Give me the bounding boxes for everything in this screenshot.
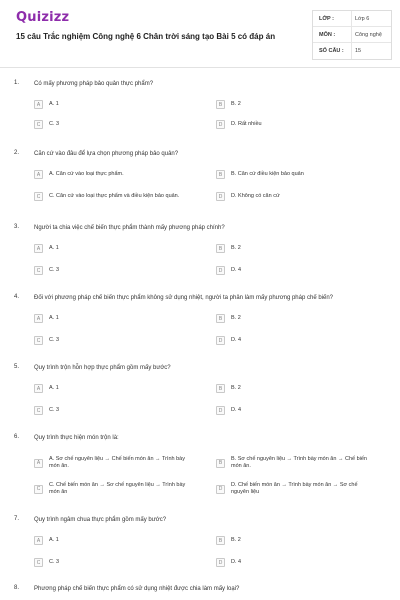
option-letter-box: A — [34, 459, 43, 468]
question-number: 8. — [14, 585, 20, 591]
option-text: B. 2 — [231, 245, 241, 251]
option-text: B. Sơ chế nguyên liệu → Trình bày món ăn → Chế biến món ăn. — [231, 456, 367, 469]
option-text: D. 4 — [231, 407, 242, 413]
answer-option[interactable] — [34, 170, 189, 179]
question-text: Quy trình trộn hỗn hợp thực phẩm gồm mấy bước? — [34, 365, 171, 371]
option-letter-box: A — [34, 170, 43, 179]
answer-option[interactable] — [34, 100, 189, 109]
option-letter-box: B — [216, 536, 225, 545]
document-header — [0, 0, 400, 68]
option-letter-box: C — [34, 120, 43, 129]
question-number: 1. — [14, 80, 20, 86]
option-letter-box: A — [34, 384, 43, 393]
answer-option[interactable] — [216, 170, 371, 179]
question-text: Có mấy phương pháp bảo quản thực phẩm? — [34, 81, 154, 87]
option-text: D. 4 — [231, 267, 242, 273]
meta-value: Lớp 6 — [351, 11, 391, 26]
question-text: Phương pháp chế biến thực phẩm có sử dụng nhiệt được chia làm mấy loại? — [34, 586, 240, 592]
option-text: B. Căn cứ điều kiện bảo quản — [231, 171, 304, 177]
option-letter-box: D — [216, 558, 225, 567]
option-letter-box: C — [34, 336, 43, 345]
answer-option[interactable] — [216, 100, 371, 109]
option-letter-box: A — [34, 244, 43, 253]
meta-row-class — [313, 11, 391, 27]
answer-option[interactable] — [34, 244, 189, 253]
document-title: 15 câu Trắc nghiệm Công nghệ 6 Chân trời sáng tạo Bài 5 có đáp án — [16, 32, 276, 41]
option-text: A. 1 — [49, 101, 59, 107]
question-text: Quy trình ngâm chua thực phẩm gồm mấy bước? — [34, 517, 167, 523]
question-number: 7. — [14, 516, 20, 522]
option-letter-box: A — [34, 100, 43, 109]
answer-option[interactable] — [34, 456, 189, 470]
option-text: B. 2 — [231, 385, 241, 391]
option-text: D. Chế biến món ăn → Trình bày món ăn → Sơ chế nguyên liệu — [231, 482, 358, 495]
option-text: A. 1 — [49, 315, 59, 321]
option-text: C. Chế biến món ăn → Sơ chế nguyên liệu → Trình bày món ăn — [49, 482, 186, 495]
question-number: 5. — [14, 364, 20, 370]
answer-option[interactable] — [34, 192, 189, 201]
question-text: Căn cứ vào đâu để lựa chọn phương pháp bảo quản? — [34, 151, 179, 157]
option-letter-box: B — [216, 244, 225, 253]
option-letter-box: C — [34, 485, 43, 494]
meta-value: 15 — [351, 43, 391, 59]
answer-option[interactable] — [34, 536, 189, 545]
answer-option[interactable] — [216, 266, 371, 275]
answer-option[interactable] — [216, 482, 371, 496]
question-number: 3. — [14, 224, 20, 230]
answer-option[interactable] — [34, 336, 189, 345]
meta-row-subject — [313, 27, 391, 43]
option-letter-box: D — [216, 192, 225, 201]
option-letter-box: A — [34, 536, 43, 545]
answer-option[interactable] — [216, 384, 371, 393]
answer-option[interactable] — [34, 558, 189, 567]
answer-option[interactable] — [34, 314, 189, 323]
answer-option[interactable] — [34, 482, 189, 496]
option-text: C. Căn cứ vào loại thực phẩm và điều kiện bảo quản. — [49, 193, 180, 199]
option-letter-box: B — [216, 170, 225, 179]
option-letter-box: A — [34, 314, 43, 323]
option-text: A. 1 — [49, 385, 59, 391]
option-letter-box: D — [216, 336, 225, 345]
option-text: A. Căn cứ vào loại thực phẩm. — [49, 171, 124, 177]
option-text: B. 2 — [231, 315, 241, 321]
option-text: C. 3 — [49, 407, 60, 413]
option-text: C. 3 — [49, 559, 60, 565]
question-text: Quy trình thực hiện món trộn là: — [34, 435, 119, 441]
option-letter-box: B — [216, 459, 225, 468]
option-letter-box: D — [216, 266, 225, 275]
answer-option[interactable] — [216, 536, 371, 545]
option-text: C. 3 — [49, 121, 60, 127]
meta-table — [312, 10, 392, 60]
answer-option[interactable] — [34, 120, 189, 129]
meta-row-count — [313, 43, 391, 59]
option-letter-box: D — [216, 485, 225, 494]
answer-option[interactable] — [216, 456, 371, 470]
option-text: D. 4 — [231, 559, 242, 565]
option-text: A. 1 — [49, 245, 59, 251]
option-text: D. 4 — [231, 337, 242, 343]
meta-label: LỚP : — [319, 15, 334, 22]
answer-option[interactable] — [34, 406, 189, 415]
option-text: D. Rất nhiều — [231, 121, 262, 127]
option-letter-box: B — [216, 100, 225, 109]
answer-option[interactable] — [216, 336, 371, 345]
answer-option[interactable] — [216, 120, 371, 129]
quizizz-logo[interactable]: Quizizz — [16, 10, 70, 25]
question-number: 6. — [14, 434, 20, 440]
answer-option[interactable] — [216, 192, 371, 201]
answer-option[interactable] — [34, 384, 189, 393]
question-text: Đối với phương pháp chế biến thực phẩm không sử dụng nhiệt, người ta phân làm mấy phương pháp chế biến? — [34, 295, 334, 301]
meta-label: SỐ CÂU : — [319, 48, 344, 54]
option-text: B. 2 — [231, 537, 241, 543]
option-text: C. 3 — [49, 337, 60, 343]
option-letter-box: B — [216, 384, 225, 393]
meta-value: Công nghệ — [351, 27, 391, 42]
question-number: 4. — [14, 294, 20, 300]
option-letter-box: D — [216, 406, 225, 415]
answer-option[interactable] — [34, 266, 189, 275]
answer-option[interactable] — [216, 314, 371, 323]
option-letter-box: C — [34, 558, 43, 567]
option-letter-box: C — [34, 192, 43, 201]
meta-label: MÔN : — [319, 31, 336, 38]
answer-option[interactable] — [216, 244, 371, 253]
question-number: 2. — [14, 150, 20, 156]
question-text: Người ta chia việc chế biến thực phẩm thành mấy phương pháp chính? — [34, 225, 225, 231]
option-text: C. 3 — [49, 267, 60, 273]
option-text: D. Không có căn cứ — [231, 193, 280, 199]
option-letter-box: D — [216, 120, 225, 129]
answer-option[interactable] — [216, 558, 371, 567]
option-text: B. 2 — [231, 101, 241, 107]
option-letter-box: C — [34, 406, 43, 415]
option-letter-box: B — [216, 314, 225, 323]
option-text: A. Sơ chế nguyên liệu → Chế biến món ăn → Trình bày món ăn. — [49, 456, 185, 469]
option-text: A. 1 — [49, 537, 59, 543]
answer-option[interactable] — [216, 406, 371, 415]
option-letter-box: C — [34, 266, 43, 275]
